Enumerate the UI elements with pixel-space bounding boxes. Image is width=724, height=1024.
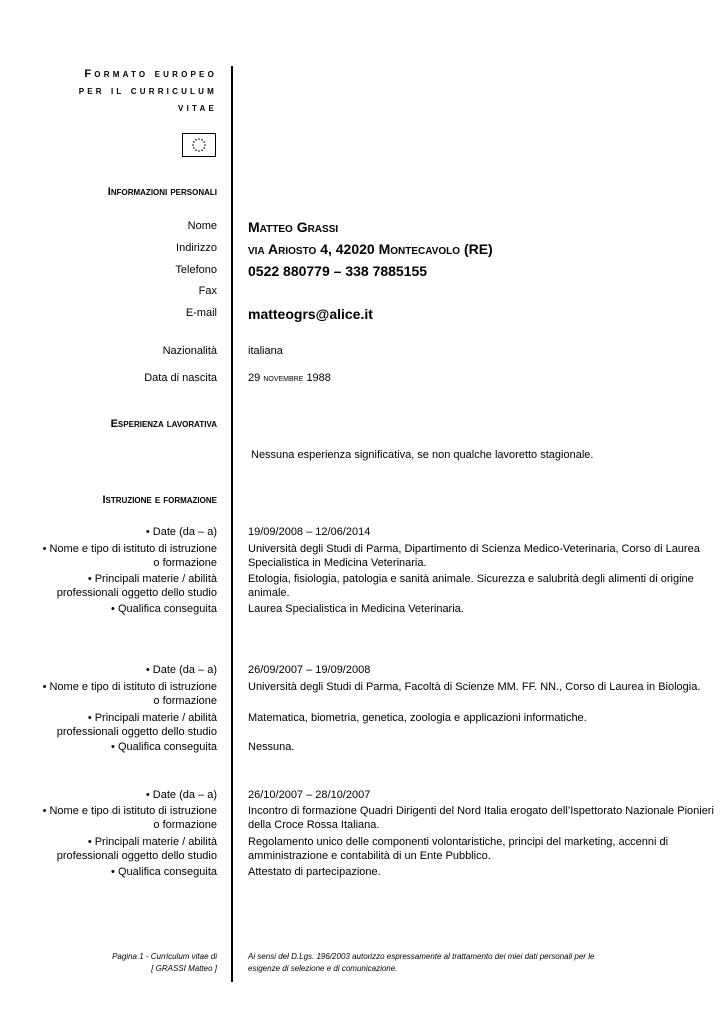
birth-value [248,371,331,386]
institute-label-line-2: o formazione [153,819,217,831]
work-description: Nessuna esperienza significativa, se non qualche lavoretto stagionale. [251,449,594,461]
cv-title [79,66,217,117]
subjects-label-line-2: professionali oggetto dello studio [56,850,217,862]
edu-3-institute-line-1: Incontro di formazione Quadri Dirigenti del Nord Italia erogato dell’Ispettorato Nazionale Pionieri [248,805,714,817]
edu-3-qualification: Attestato di partecipazione. [248,866,381,878]
institute-label-line-2: o formazione [153,695,217,707]
fax-label: Fax [198,285,217,297]
title-line-2: per il curriculum [78,85,217,97]
edu-1-qualification: Laurea Specialistica in Medicina Veterinaria. [248,603,464,615]
edu-3-institute [248,804,714,832]
footer-right-line-1: Ai sensi del D.Lgs. 196/2003 autorizzo espressamente al trattamento dei miei dati personali per le [248,952,595,961]
institute-label-line-2: o formazione [153,557,217,569]
institute-label-line-1: • Nome e tipo di istituto di istruzione [42,681,217,693]
email-value: matteogrs@alice.it [248,306,373,322]
edu-2-subjects [248,711,587,725]
section-personal-info: Informazioni personali [107,186,217,198]
phone-value: 0522 880779 – 338 7885155 [248,263,428,279]
subjects-label-line-1: • Principali materie / abilità [87,836,217,848]
date-label: • Date (da – a) [145,789,217,801]
edu-1-institute-line-1: Università degli Studi di Parma, Dipartimento di Scienza Medico-Veterinaria, Corso di Laurea [248,543,700,555]
footer-right-line-2: esigenze di selezione e di comunicazione. [248,964,398,973]
birth-day: 29 [248,372,261,384]
edu-2-institute-line-1: Università degli Studi di Parma, Facoltà di Scienze MM. FF. NN., Corso di Laurea in Biologia. [248,681,701,693]
birth-label: Data di nascita [144,372,217,384]
institute-label [43,542,217,570]
footer-privacy-note [248,951,594,975]
edu-2-qualification: Nessuna. [248,741,295,753]
edu-2-subjects-line-1: Matematica, biometria, genetica, zoologia e applicazioni informatiche. [248,712,587,724]
subjects-label [57,835,217,863]
section-education: Istruzione e formazione [102,494,217,506]
name-value: Matteo Grassi [248,219,339,235]
title-line-3: vitae [178,102,217,114]
institute-label-line-1: • Nome e tipo di istituto di istruzione [42,543,217,555]
date-label: • Date (da – a) [145,526,217,538]
address-value: via Ariosto 4, 42020 Montecavolo (RE) [248,241,493,257]
edu-3-subjects-line-2: amministrazione e contabilità di un Ente Pubblico. [248,850,491,862]
edu-1-date: 19/09/2008 – 12/06/2014 [248,526,371,538]
nationality-label: Nazionalità [162,345,217,357]
qualification-label: • Qualifica conseguita [111,603,217,615]
subjects-label-line-2: professionali oggetto dello studio [56,726,217,738]
footer-left-line-1: Pagina 1 - Curriculum vitae di [112,952,217,961]
edu-2-institute [248,680,700,694]
email-label: E-mail [185,307,217,319]
birth-year: 1988 [306,372,331,384]
subjects-label [57,572,217,600]
edu-1-subjects [248,572,694,600]
qualification-label: • Qualifica conseguita [111,741,217,753]
qualification-label: • Qualifica conseguita [111,866,217,878]
eu-flag-icon [182,133,216,157]
edu-3-institute-line-2: della Croce Rossa Italiana. [248,819,380,831]
edu-1-institute-line-2: Specialistica in Medicina Veterinaria. [248,557,427,569]
phone-label: Telefono [175,264,217,276]
date-label: • Date (da – a) [145,664,217,676]
edu-2-date: 26/09/2007 – 19/09/2008 [248,664,371,676]
vertical-divider [231,66,233,982]
subjects-label [57,711,217,739]
nationality-value: italiana [248,345,283,357]
title-line-1: Formato europeo [84,68,217,80]
subjects-label-line-1: • Principali materie / abilità [87,712,217,724]
edu-1-subjects-line-2: animale. [248,587,290,599]
institute-label [43,804,217,832]
edu-3-date: 26/10/2007 – 28/10/2007 [248,789,371,801]
edu-1-institute [248,542,700,570]
footer-left-line-2: [ GRASSI Matteo ] [151,964,217,973]
edu-1-subjects-line-1: Etologia, fisiologia, patologia e sanità animale. Sicurezza e salubrità degli alimenti di origine [248,573,694,585]
address-label: Indirizzo [176,242,217,254]
subjects-label-line-2: professionali oggetto dello studio [56,587,217,599]
section-work-experience: Esperienza lavorativa [110,418,217,430]
birth-month: novembre [263,373,304,384]
footer-page-info [112,951,217,975]
name-label: Nome [187,220,217,232]
institute-label-line-1: • Nome e tipo di istituto di istruzione [42,805,217,817]
edu-3-subjects-line-1: Regolamento unico delle componenti volontaristiche, principi del marketing, accenni di [248,836,669,848]
subjects-label-line-1: • Principali materie / abilità [87,573,217,585]
edu-3-subjects [248,835,668,863]
institute-label [43,680,217,708]
